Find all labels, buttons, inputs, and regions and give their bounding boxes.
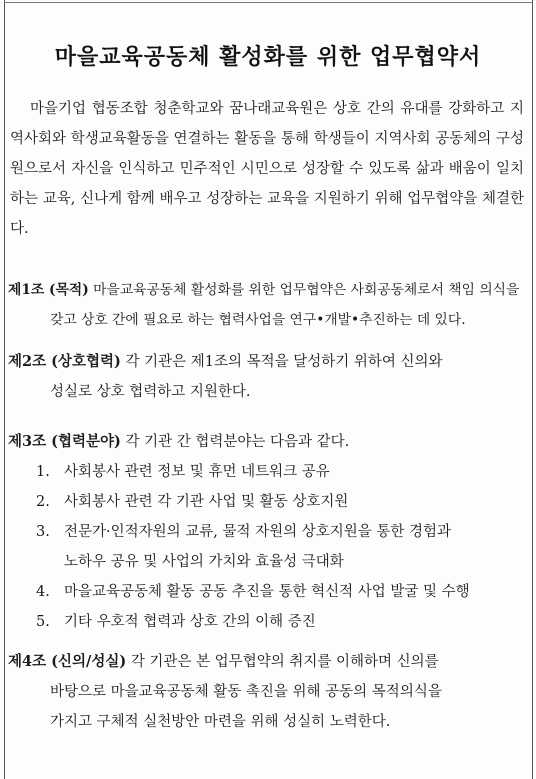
list-item-text: 노하우 공유 및 사업의 가치와 효율성 극대화 — [64, 554, 344, 570]
list-item — [36, 517, 524, 547]
list-item-text: 전문가·인적자원의 교류, 물적 자원의 상호지원을 통한 경험과 — [64, 524, 452, 540]
article-2-text-1: 각 기관은 제1조의 목적을 달성하기 위하여 신의와 — [125, 354, 443, 370]
article-1 — [8, 275, 524, 335]
list-item-number: 1. — [36, 464, 50, 480]
page-border-right — [532, 0, 533, 779]
page-border-top — [4, 2, 533, 3]
list-item-number: 3. — [36, 524, 50, 540]
article-1-line-2: 갖고 상호 간에 필요로 하는 협력사업을 연구•개발•추진하는 데 있다. — [50, 312, 466, 328]
list-item-continuation — [36, 547, 524, 577]
list-item-number: 5. — [36, 614, 50, 630]
article-3-list — [8, 457, 524, 637]
article-3-heading: 제3조 (협력분야) — [8, 433, 121, 450]
list-item-number: 2. — [36, 494, 50, 510]
list-item-text: 기타 우호적 협력과 상호 간의 이해 증진 — [64, 614, 316, 630]
article-4-line-3: 가지고 구체적 실천방안 마련을 위해 성실히 노력한다. — [50, 714, 391, 730]
article-4-line-2: 바탕으로 마을교육공동체 활동 촉진을 위해 공동의 목적의식을 — [50, 684, 442, 700]
list-item — [36, 607, 524, 637]
list-item — [36, 577, 524, 607]
article-2-line-1 — [8, 347, 524, 377]
list-item-text: 마을교육공동체 활동 공동 추진을 통한 혁신적 사업 발굴 및 수행 — [64, 584, 470, 600]
preamble-paragraph: 마을기업 협동조합 청춘학교와 꿈나래교육원은 상호 간의 유대를 강화하고 지역사회와 학생교육활동을 연결하는 활동을 통해 학생들이 지역사회 공동체의 구성원으로서 자신을 인식하고 민주적인 시민으로 성장할 수 있도록 삶과 배움이 일치하는 교육, 신나게 함께 배우고 성장하는 교육을 지원하기 위해 업무협약을 체결한다. — [10, 101, 524, 237]
page-border-left — [4, 0, 5, 779]
article-4-line-1 — [8, 647, 524, 677]
article-4 — [8, 647, 524, 737]
article-2-line-2: 성실로 상호 협력하고 지원한다. — [50, 384, 251, 400]
article-4-text-1: 각 기관은 본 업무협약의 취지를 이해하며 신의를 — [130, 654, 439, 670]
list-item-number: 4. — [36, 584, 50, 600]
article-1-heading: 제1조 (목적) — [8, 282, 89, 298]
article-3-line-1 — [8, 427, 524, 457]
article-4-heading: 제4조 (신의/성실) — [8, 653, 127, 670]
article-3 — [8, 427, 524, 637]
article-1-line-1 — [8, 275, 524, 305]
article-2-heading: 제2조 (상호협력) — [8, 353, 121, 370]
article-1-text-1: 마을교육공동체 활성화를 위한 업무협약은 사회공동체로서 책임 의식을 — [93, 282, 520, 298]
list-item-text: 사회봉사 관련 각 기관 사업 및 활동 상호지원 — [64, 494, 349, 510]
list-item-text: 사회봉사 관련 정보 및 휴먼 네트워크 공유 — [64, 464, 330, 480]
list-item — [36, 487, 524, 517]
list-item — [36, 457, 524, 487]
article-2 — [8, 347, 524, 407]
article-3-text-1: 각 기관 간 협력분야는 다음과 같다. — [125, 434, 350, 450]
document-title: 마을교육공동체 활성화를 위한 업무협약서 — [54, 45, 482, 70]
